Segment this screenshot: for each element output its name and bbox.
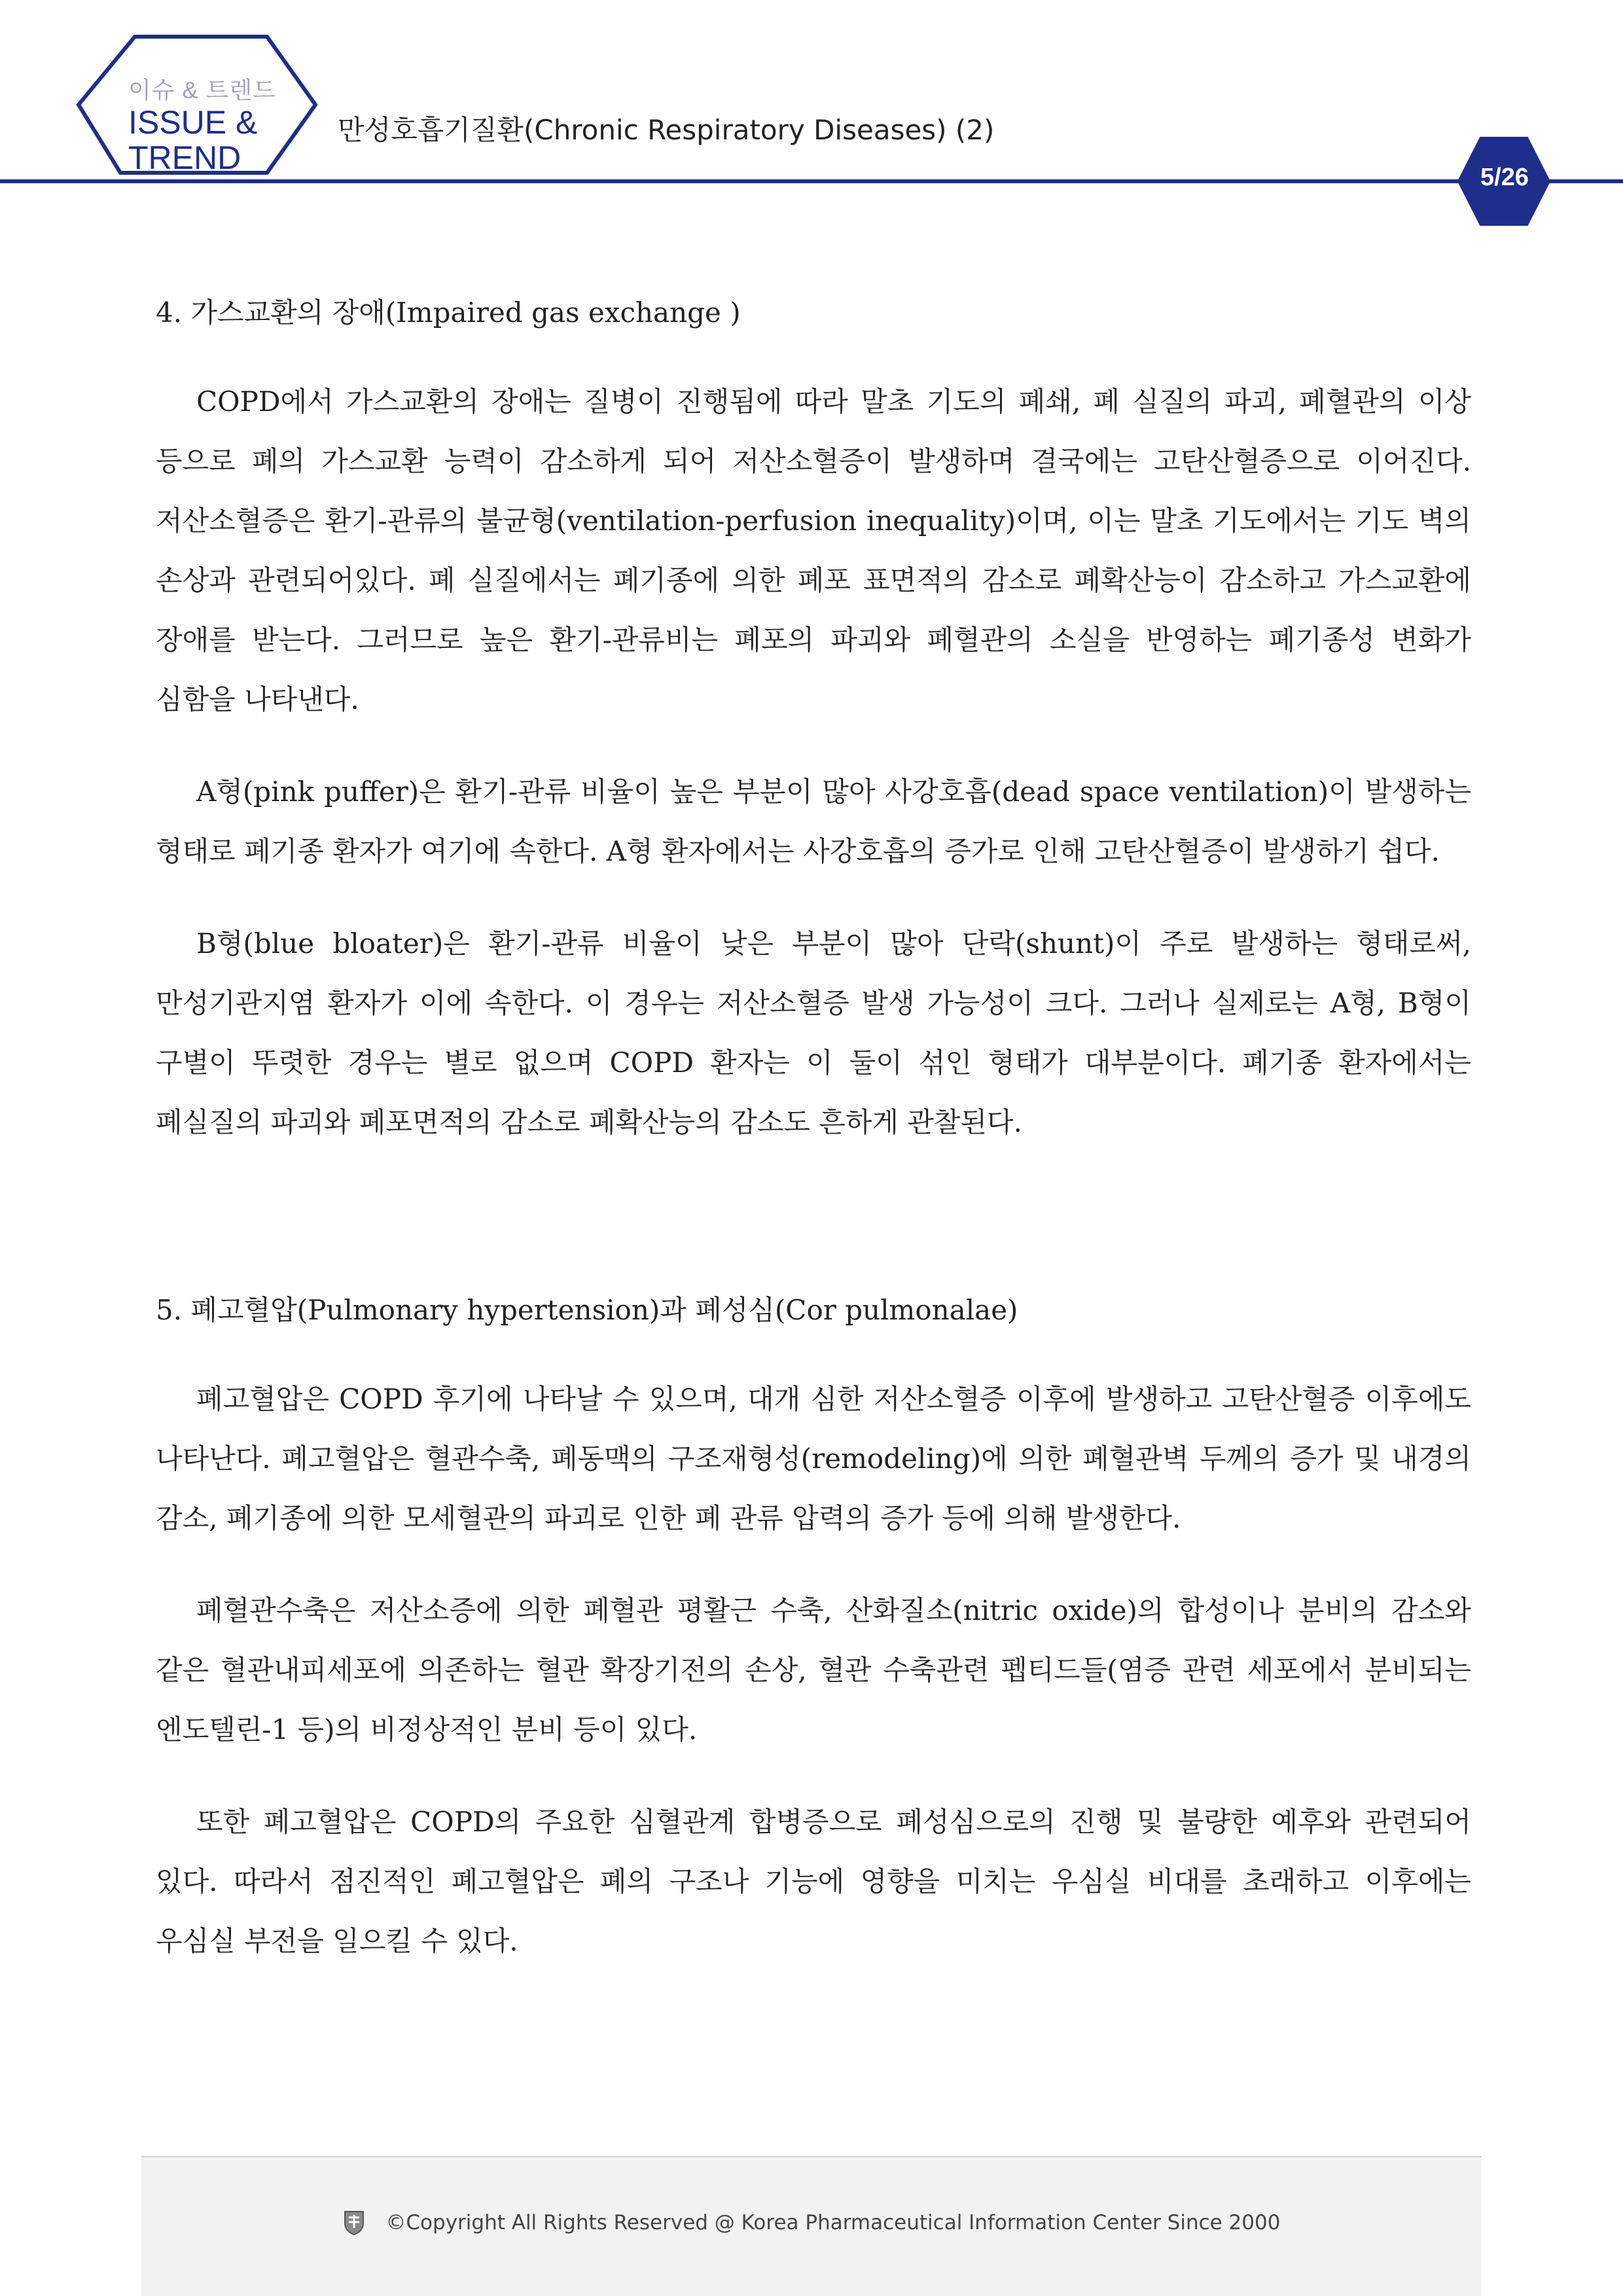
shield-crest-icon xyxy=(343,2210,365,2236)
footer-copyright-row xyxy=(0,2210,1623,2236)
copyright-text: ©Copyright All Rights Reserved @ Korea Pharmaceutical Information Center Since 2000 xyxy=(385,2211,1281,2234)
section-pulmonary-hypertension xyxy=(156,1291,1471,1971)
paragraph: 폐혈관수축은 저산소증에 의한 폐혈관 평활근 수축, 산화질소(nitric oxide)의 합성이나 분비의 감소와 같은 혈관내피세포에 의존하는 혈관 확장기전의 손상, 혈관 수축관련 펩티드들(염증 관련 세포에서 분비되는 엔도텔린-1 등)의 비정상적인 분비 등이 있다. xyxy=(156,1594,1471,1746)
section-impaired-gas-exchange xyxy=(156,293,1471,1152)
page-number: 5/26 xyxy=(1480,164,1529,191)
paragraph: 폐고혈압은 COPD 후기에 나타날 수 있으며, 대개 심한 저산소혈증 이후에 발생하고 고탄산혈증 이후에도 나타난다. 폐고혈압은 혈관수축, 폐동맥의 구조재형성(remodeling)에 의한 폐혈관벽 두께의 증가 및 내경의 감소, 폐기종에 의한 모세혈관의 파괴로 인한 폐 관류 압력의 증가 등에 의해 발생한다. xyxy=(156,1383,1471,1534)
paragraph: 또한 폐고혈압은 COPD의 주요한 심혈관계 합병증으로 폐성심으로의 진행 및 불량한 예후와 관련되어 있다. 따라서 점진적인 폐고혈압은 폐의 구조나 기능에 영향을 미치는 우심실 비대를 초래하고 이후에는 우심실 부전을 일으킬 수 있다. xyxy=(156,1806,1471,1957)
document-title: 만성호흡기질환(Chronic Respiratory Diseases) (2) xyxy=(338,114,995,146)
badge-trend-label: TREND xyxy=(128,139,241,176)
paragraph: A형(pink puffer)은 환기-관류 비율이 높은 부분이 많아 사강호흡(dead space ventilation)이 발생하는 형태로 폐기종 환자가 여기에 속한다. A형 환자에서는 사강호흡의 증가로 인해 고탄산혈증이 발생하기 쉽다. xyxy=(156,776,1471,867)
paragraph: COPD에서 가스교환의 장애는 질병이 진행됨에 따라 말초 기도의 폐쇄, 폐 실질의 파괴, 폐혈관의 이상 등으로 폐의 가스교환 능력이 감소하게 되어 저산소혈증이 발생하며 결국에는 고탄산혈증으로 이어진다. 저산소혈증은 환기-관류의 불균형(ventilation-perfusion inequality)이며, 이는 말초 기도에서는 기도 벽의 손상과 관련되어있다. 폐 실질에서는 폐기종에 의한 폐포 표면적의 감소로 폐확산능이 감소하고 가스교환에 장애를 받는다. 그러므로 높은 환기-관류비는 폐포의 파괴와 폐혈관의 소실을 반영하는 폐기종성 변화가 심함을 나타낸다. xyxy=(156,386,1471,715)
paragraph: B형(blue bloater)은 환기-관류 비율이 낮은 부분이 많아 단락(shunt)이 주로 발생하는 형태로써, 만성기관지염 환자가 이에 속한다. 이 경우는 저산소혈증 발생 가능성이 크다. 그러나 실제로는 A형, B형이 구별이 뚜렷한 경우는 별로 없으며 COPD 환자는 이 둘이 섞인 형태가 대부분이다. 폐기종 환자에서는 폐실질의 파괴와 폐포면적의 감소로 폐확산능의 감소도 흔하게 관찰된다. xyxy=(156,927,1471,1138)
section-heading: 5. 폐고혈압(Pulmonary hypertension)과 폐성심(Cor pulmonalae) xyxy=(156,1294,1018,1326)
badge-korean-label: 이슈 & 트렌드 xyxy=(128,77,276,103)
badge-issue-label: ISSUE & xyxy=(128,104,258,141)
section-heading: 4. 가스교환의 장애(Impaired gas exchange ) xyxy=(156,296,741,329)
document-body xyxy=(156,293,1471,1971)
